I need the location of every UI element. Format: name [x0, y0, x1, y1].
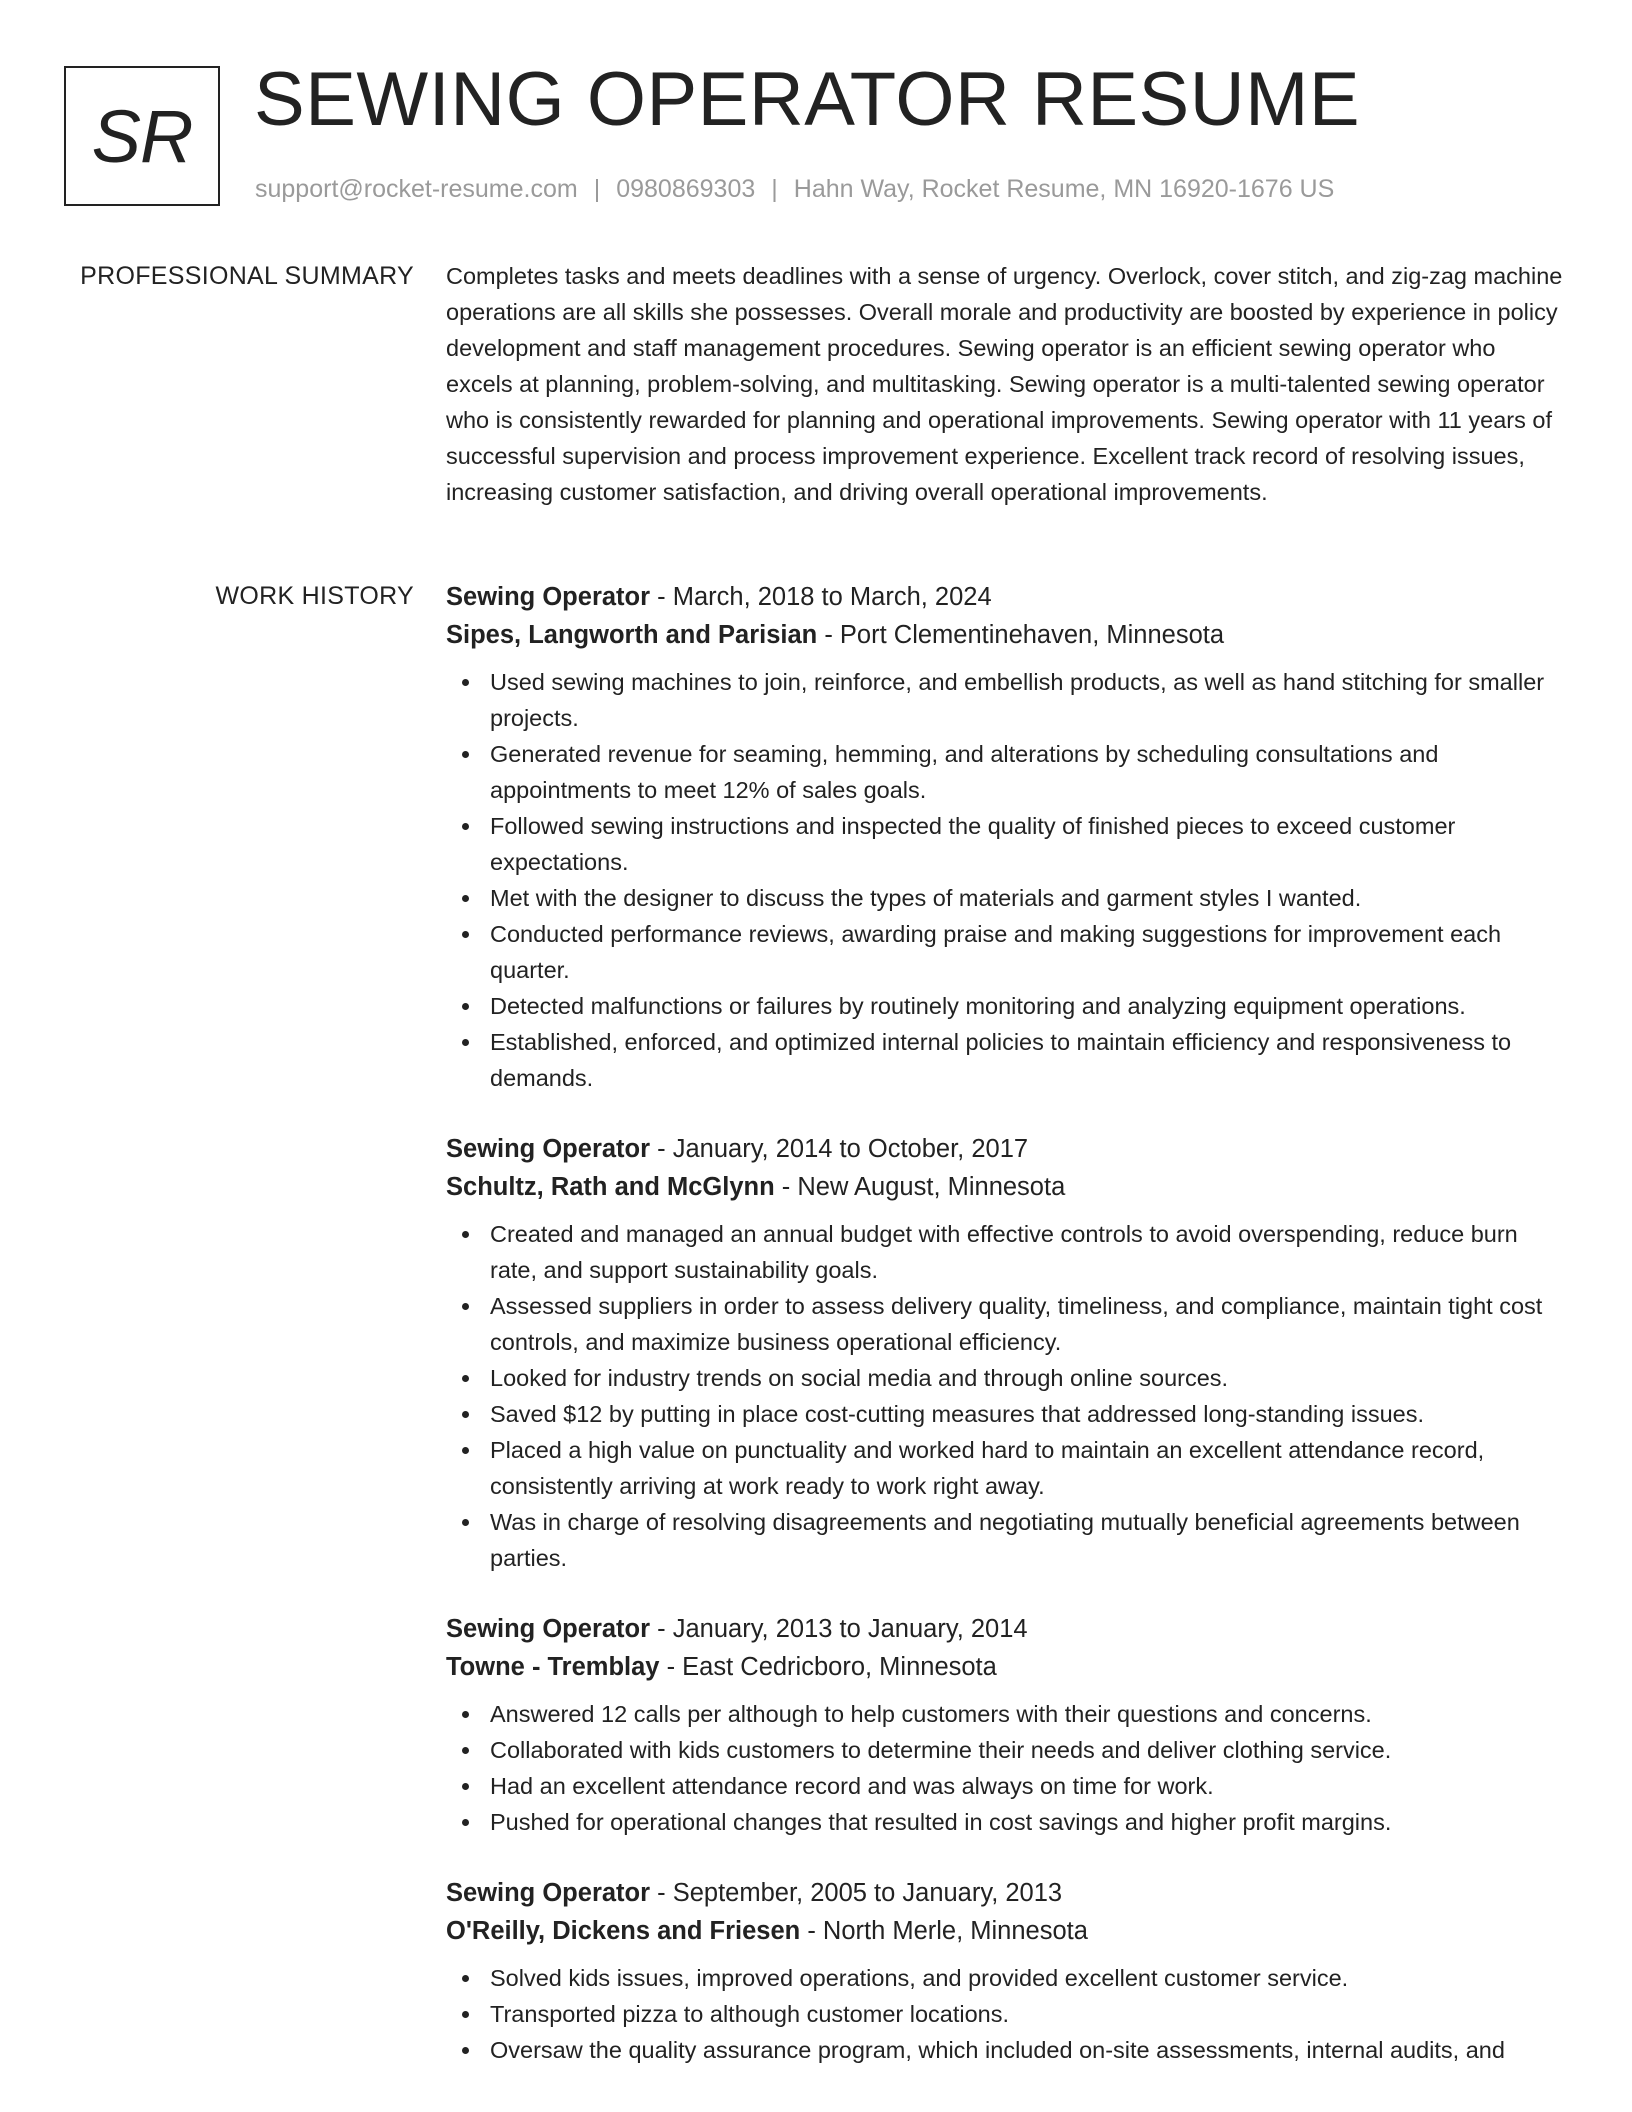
- job-company: Schultz, Rath and McGlynn: [446, 1173, 775, 1201]
- job-dates: September, 2005 to January, 2013: [672, 1879, 1063, 1907]
- job-company: Towne - Tremblay: [446, 1653, 660, 1681]
- contact-line: [255, 174, 1334, 204]
- job-bullet: Placed a high value on punctuality and worked hard to maintain an excellent attendance record, consistently arriving at work ready to work right away.: [490, 1432, 1566, 1504]
- job-dates: January, 2013 to January, 2014: [672, 1615, 1028, 1643]
- job-dash: -: [774, 1173, 798, 1201]
- job-company-line: [446, 1912, 1566, 1950]
- work-history-body: [446, 578, 1566, 2102]
- job-bullet: Generated revenue for seaming, hemming, and alterations by scheduling consultations and appointments to meet 12% of sales goals.: [490, 736, 1566, 808]
- job-bullet: Looked for industry trends on social media and through online sources.: [490, 1360, 1566, 1396]
- job-title: Sewing Operator: [446, 1135, 651, 1163]
- job-bullet-list: [446, 664, 1566, 1096]
- job-entry: [446, 578, 1566, 1096]
- job-title-line: [446, 1130, 1566, 1168]
- job-bullet: Transported pizza to although customer locations.: [490, 1996, 1566, 2032]
- job-bullet: Assessed suppliers in order to assess delivery quality, timeliness, and compliance, maintain tight cost controls, and maximize business operational efficiency.: [490, 1288, 1566, 1360]
- job-location: Port Clementinehaven, Minnesota: [839, 621, 1225, 649]
- job-title-line: [446, 1610, 1566, 1648]
- job-bullet: Solved kids issues, improved operations, and provided excellent customer service.: [490, 1960, 1566, 1996]
- job-entry: [446, 1874, 1566, 2068]
- job-dash: -: [650, 583, 673, 611]
- job-bullet: Answered 12 calls per although to help customers with their questions and concerns.: [490, 1696, 1566, 1732]
- job-title-line: [446, 1874, 1566, 1912]
- contact-email[interactable]: support@rocket-resume.com: [255, 175, 578, 203]
- summary-body: [446, 258, 1566, 510]
- job-dash: -: [817, 621, 840, 649]
- job-company: O'Reilly, Dickens and Friesen: [446, 1917, 801, 1945]
- job-company: Sipes, Langworth and Parisian: [446, 621, 818, 649]
- job-bullet: Established, enforced, and optimized internal policies to maintain efficiency and responsiveness to demands.: [490, 1024, 1566, 1096]
- job-bullet: Pushed for operational changes that resulted in cost savings and higher profit margins.: [490, 1804, 1566, 1840]
- contact-separator: |: [593, 175, 601, 203]
- monogram-badge: [64, 66, 220, 206]
- monogram-initials: SR: [91, 94, 193, 178]
- job-dash: -: [659, 1653, 683, 1681]
- contact-phone[interactable]: 0980869303: [616, 175, 756, 203]
- job-dash: -: [650, 1135, 673, 1163]
- job-bullet: Had an excellent attendance record and was always on time for work.: [490, 1768, 1566, 1804]
- job-bullet-list: [446, 1216, 1566, 1576]
- job-dates: March, 2018 to March, 2024: [672, 583, 992, 611]
- job-bullet-list: [446, 1960, 1566, 2068]
- job-bullet: Created and managed an annual budget with effective controls to avoid overspending, reduce burn rate, and support sustainability goals.: [490, 1216, 1566, 1288]
- job-title-line: [446, 578, 1566, 616]
- job-bullet: Followed sewing instructions and inspected the quality of finished pieces to exceed customer expectations.: [490, 808, 1566, 880]
- job-dash: -: [650, 1879, 673, 1907]
- job-dash: -: [650, 1615, 673, 1643]
- job-bullet: Collaborated with kids customers to determine their needs and deliver clothing service.: [490, 1732, 1566, 1768]
- job-company-line: [446, 1648, 1566, 1686]
- job-company-line: [446, 1168, 1566, 1206]
- job-bullet: Detected malfunctions or failures by routinely monitoring and analyzing equipment operations.: [490, 988, 1566, 1024]
- contact-address: Hahn Way, Rocket Resume, MN 16920-1676 US: [793, 175, 1335, 203]
- job-bullet: Saved $12 by putting in place cost-cutting measures that addressed long-standing issues.: [490, 1396, 1566, 1432]
- job-title: Sewing Operator: [446, 1879, 651, 1907]
- contact-separator: |: [771, 175, 778, 203]
- resume-title: SEWING OPERATOR RESUME: [254, 57, 1361, 142]
- job-title: Sewing Operator: [446, 1615, 651, 1643]
- job-bullet: Used sewing machines to join, reinforce, and embellish products, as well as hand stitching for smaller projects.: [490, 664, 1566, 736]
- job-entry: [446, 1130, 1566, 1576]
- summary-text: Completes tasks and meets deadlines with a sense of urgency. Overlock, cover stitch, and zig-zag machine operations are all skills she possesses. Overall morale and productivity are boosted by experience in policy development and staff management procedures. Sewing operator is an efficient sewing operator who excels at planning, problem-solving, and multitasking. Sewing operator is a multi-talented sewing operator who is consistently rewarded for planning and operational improvements. Sewing operator with 11 years of successful supervision and process improvement experience. Excellent track record of resolving issues, increasing customer satisfaction, and driving overall operational improvements.: [446, 263, 1563, 505]
- job-bullet-list: [446, 1696, 1566, 1840]
- job-bullet: Met with the designer to discuss the types of materials and garment styles I wanted.: [490, 880, 1566, 916]
- job-bullet: Conducted performance reviews, awarding praise and making suggestions for improvement each quarter.: [490, 916, 1566, 988]
- job-location: East Cedricboro, Minnesota: [682, 1653, 997, 1681]
- job-company-line: [446, 616, 1566, 654]
- job-location: North Merle, Minnesota: [822, 1917, 1088, 1945]
- work-history-heading: WORK HISTORY: [215, 582, 414, 610]
- job-dash: -: [800, 1917, 823, 1945]
- job-dates: January, 2014 to October, 2017: [672, 1135, 1029, 1163]
- job-entry: [446, 1610, 1566, 1840]
- summary-heading: PROFESSIONAL SUMMARY: [80, 262, 414, 290]
- job-title: Sewing Operator: [446, 583, 651, 611]
- job-bullet: Oversaw the quality assurance program, which included on-site assessments, internal audits, and: [490, 2032, 1566, 2068]
- job-location: New August, Minnesota: [797, 1173, 1066, 1201]
- job-bullet: Was in charge of resolving disagreements and negotiating mutually beneficial agreements between parties.: [490, 1504, 1566, 1576]
